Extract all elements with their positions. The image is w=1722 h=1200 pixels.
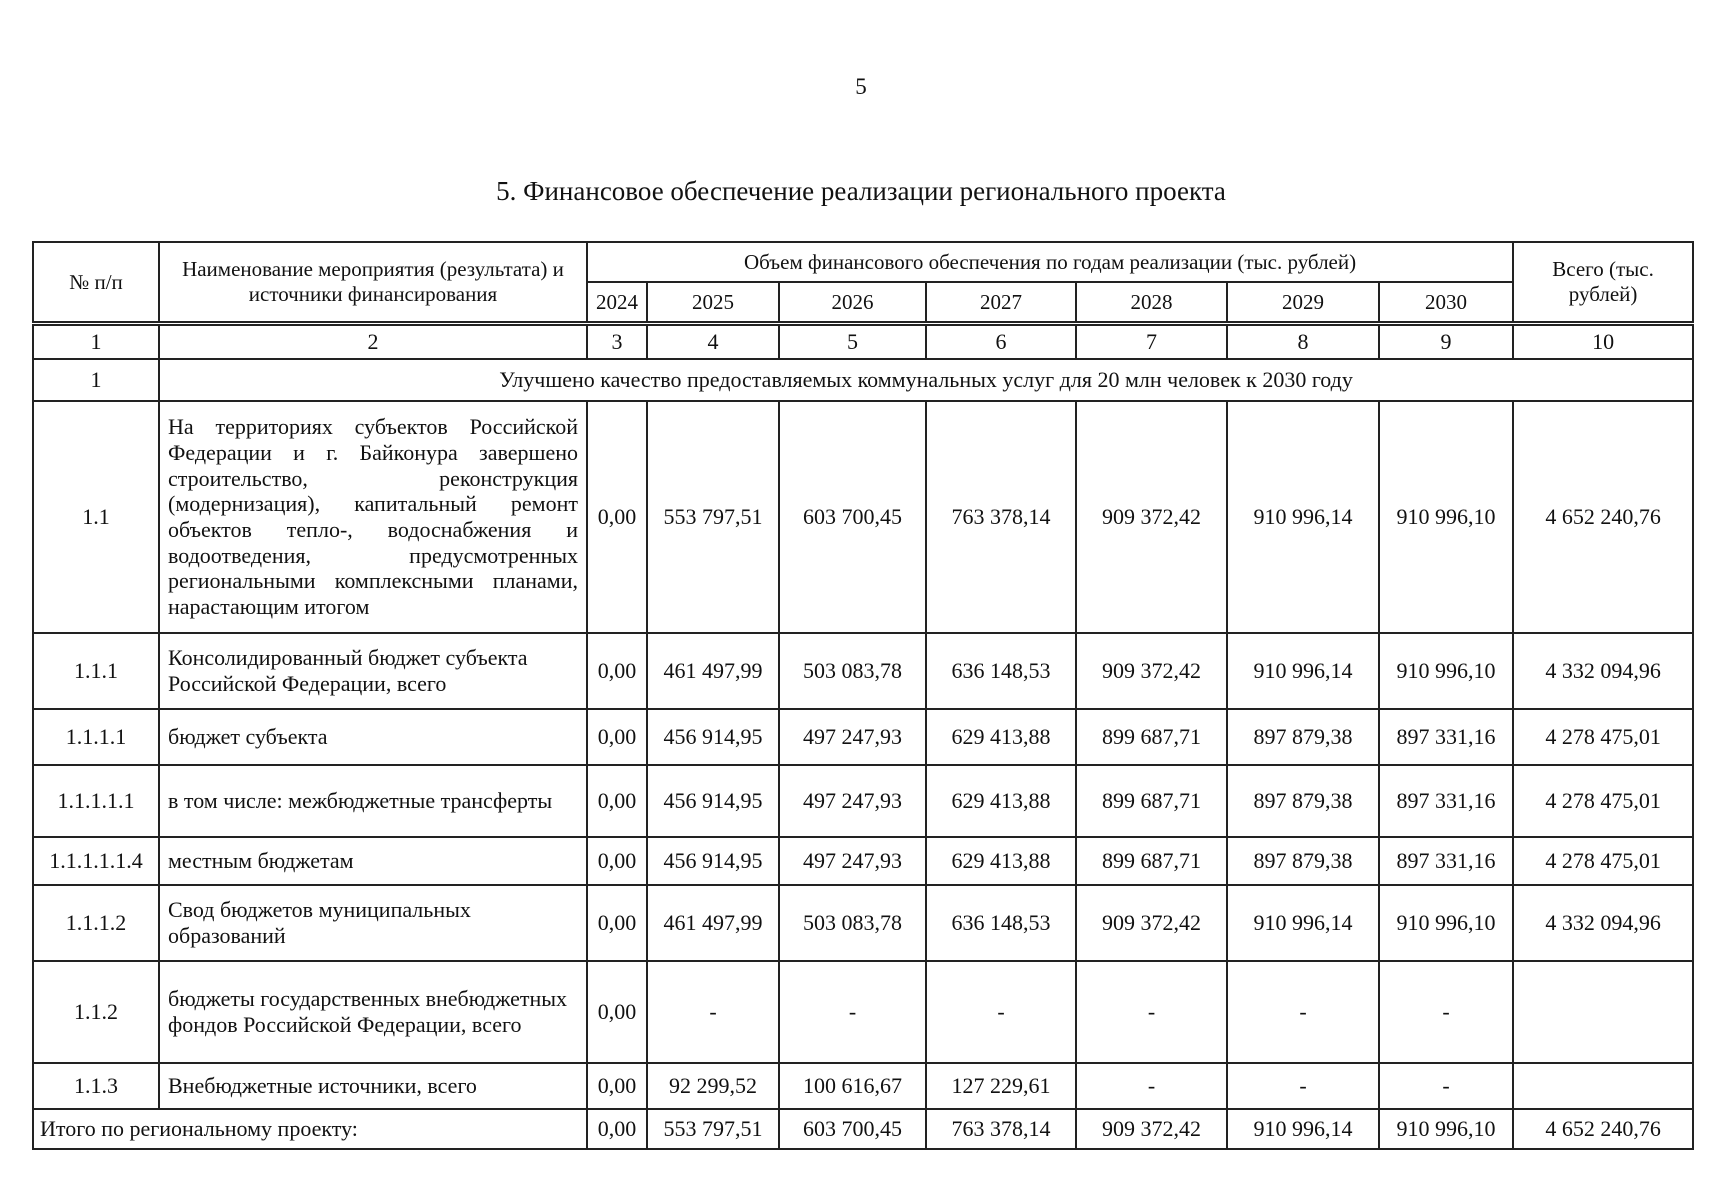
header-year: 2028 <box>1076 282 1227 324</box>
row-value: - <box>1379 961 1513 1063</box>
row-value: 909 372,42 <box>1076 885 1227 961</box>
table-row <box>33 837 1693 885</box>
column-index: 8 <box>1227 324 1379 360</box>
row-num: 1.1.1 <box>33 633 159 709</box>
row-value: 497 247,93 <box>779 709 926 765</box>
row-value: 910 996,14 <box>1227 633 1379 709</box>
row-value: 910 996,10 <box>1379 401 1513 633</box>
row-num: 1.1.2 <box>33 961 159 1063</box>
row-value: 127 229,61 <box>926 1063 1076 1109</box>
column-index: 6 <box>926 324 1076 360</box>
row-value: 910 996,14 <box>1227 401 1379 633</box>
row-value: 897 331,16 <box>1379 765 1513 837</box>
table-row <box>33 401 1693 633</box>
row-value: 910 996,10 <box>1379 633 1513 709</box>
row-value: 461 497,99 <box>647 885 779 961</box>
row-value: 909 372,42 <box>1076 633 1227 709</box>
row-value: 899 687,71 <box>1076 837 1227 885</box>
header-year: 2030 <box>1379 282 1513 324</box>
header-year: 2026 <box>779 282 926 324</box>
header-total: Всего (тыс. рублей) <box>1513 242 1693 324</box>
grand-total: 4 652 240,76 <box>1513 1109 1693 1149</box>
section-title: Улучшено качество предоставляемых коммунальных услуг для 20 млн человек к 2030 году <box>159 359 1693 401</box>
row-num: 1.1.1.1 <box>33 709 159 765</box>
table-row <box>33 765 1693 837</box>
row-value: 899 687,71 <box>1076 709 1227 765</box>
row-value: - <box>647 961 779 1063</box>
row-value: 92 299,52 <box>647 1063 779 1109</box>
row-value: 100 616,67 <box>779 1063 926 1109</box>
row-value: 0,00 <box>587 633 647 709</box>
row-total: 4 332 094,96 <box>1513 885 1693 961</box>
row-value: 909 372,42 <box>1076 401 1227 633</box>
row-total: 4 332 094,96 <box>1513 633 1693 709</box>
row-total: 4 278 475,01 <box>1513 837 1693 885</box>
document-title: 5. Финансовое обеспечение реализации регионального проекта <box>496 176 1226 206</box>
column-index: 2 <box>159 324 587 360</box>
header-num: № п/п <box>33 242 159 324</box>
table-row <box>33 1063 1693 1109</box>
row-value: 553 797,51 <box>647 401 779 633</box>
total-label: Итого по региональному проекту: <box>33 1109 587 1149</box>
row-value: 897 879,38 <box>1227 765 1379 837</box>
row-value: 0,00 <box>587 837 647 885</box>
row-name: Внебюджетные источники, всего <box>159 1063 587 1109</box>
row-value: 456 914,95 <box>647 837 779 885</box>
row-value: 763 378,14 <box>926 401 1076 633</box>
row-value: 0,00 <box>587 1063 647 1109</box>
total-row <box>33 1109 1693 1149</box>
row-total <box>1513 961 1693 1063</box>
row-value: 629 413,88 <box>926 709 1076 765</box>
column-index: 9 <box>1379 324 1513 360</box>
row-value: 0,00 <box>587 885 647 961</box>
row-value: 456 914,95 <box>647 765 779 837</box>
row-value: 897 331,16 <box>1379 709 1513 765</box>
header-year: 2024 <box>587 282 647 324</box>
column-index: 5 <box>779 324 926 360</box>
row-name: в том числе: межбюджетные трансферты <box>159 765 587 837</box>
table-row <box>33 709 1693 765</box>
column-index: 10 <box>1513 324 1693 360</box>
row-value: - <box>1076 1063 1227 1109</box>
row-value: 456 914,95 <box>647 709 779 765</box>
row-value: - <box>1227 961 1379 1063</box>
total-value: 763 378,14 <box>926 1109 1076 1149</box>
total-value: 553 797,51 <box>647 1109 779 1149</box>
row-value: 910 996,10 <box>1379 885 1513 961</box>
row-num: 1.1.1.2 <box>33 885 159 961</box>
row-value: 897 879,38 <box>1227 837 1379 885</box>
row-value: 629 413,88 <box>926 765 1076 837</box>
row-name: бюджет субъекта <box>159 709 587 765</box>
row-total: 4 278 475,01 <box>1513 709 1693 765</box>
row-total: 4 652 240,76 <box>1513 401 1693 633</box>
row-value: 0,00 <box>587 401 647 633</box>
row-name: Консолидированный бюджет субъекта Российской Федерации, всего <box>159 633 587 709</box>
row-value: 636 148,53 <box>926 633 1076 709</box>
row-total <box>1513 1063 1693 1109</box>
row-value: - <box>779 961 926 1063</box>
header-volume: Объем финансового обеспечения по годам реализации (тыс. рублей) <box>587 242 1513 282</box>
row-value: 0,00 <box>587 709 647 765</box>
row-value: 497 247,93 <box>779 765 926 837</box>
row-value: 897 331,16 <box>1379 837 1513 885</box>
row-name: На территориях субъектов Российской Федерации и г. Байконура завершено строительство, реконструкция (модернизация), капитальный ремонт объектов тепло-, водоснабжения и водоотведения, предусмотренных региональными комплексными планами, нарастающим итогом <box>159 401 587 633</box>
column-index: 7 <box>1076 324 1227 360</box>
header-year: 2027 <box>926 282 1076 324</box>
row-value: 603 700,45 <box>779 401 926 633</box>
table-row <box>33 961 1693 1063</box>
row-value: 897 879,38 <box>1227 709 1379 765</box>
financing-table <box>32 241 1694 1150</box>
row-value: 0,00 <box>587 961 647 1063</box>
total-value: 603 700,45 <box>779 1109 926 1149</box>
table-row <box>33 633 1693 709</box>
row-value: 503 083,78 <box>779 885 926 961</box>
total-value: 910 996,14 <box>1227 1109 1379 1149</box>
total-value: 0,00 <box>587 1109 647 1149</box>
row-value: - <box>926 961 1076 1063</box>
row-value: 629 413,88 <box>926 837 1076 885</box>
column-index: 4 <box>647 324 779 360</box>
row-value: 636 148,53 <box>926 885 1076 961</box>
page-number: 5 <box>855 74 867 99</box>
row-value: 899 687,71 <box>1076 765 1227 837</box>
section-num: 1 <box>33 359 159 401</box>
row-num: 1.1 <box>33 401 159 633</box>
row-name: Свод бюджетов муниципальных образований <box>159 885 587 961</box>
row-num: 1.1.1.1.1 <box>33 765 159 837</box>
table-row <box>33 885 1693 961</box>
row-value: - <box>1076 961 1227 1063</box>
row-name: бюджеты государственных внебюджетных фондов Российской Федерации, всего <box>159 961 587 1063</box>
row-name: местным бюджетам <box>159 837 587 885</box>
row-value: 503 083,78 <box>779 633 926 709</box>
total-value: 909 372,42 <box>1076 1109 1227 1149</box>
header-year: 2029 <box>1227 282 1379 324</box>
row-value: - <box>1227 1063 1379 1109</box>
row-total: 4 278 475,01 <box>1513 765 1693 837</box>
total-value: 910 996,10 <box>1379 1109 1513 1149</box>
row-value: - <box>1379 1063 1513 1109</box>
row-num: 1.1.1.1.1.4 <box>33 837 159 885</box>
row-value: 461 497,99 <box>647 633 779 709</box>
row-num: 1.1.3 <box>33 1063 159 1109</box>
column-index: 3 <box>587 324 647 360</box>
header-name: Наименование мероприятия (результата) и источники финансирования <box>159 242 587 324</box>
column-index: 1 <box>33 324 159 360</box>
row-value: 0,00 <box>587 765 647 837</box>
row-value: 497 247,93 <box>779 837 926 885</box>
header-year: 2025 <box>647 282 779 324</box>
section-row <box>33 359 1693 401</box>
row-value: 910 996,14 <box>1227 885 1379 961</box>
column-index-row <box>33 324 1693 360</box>
